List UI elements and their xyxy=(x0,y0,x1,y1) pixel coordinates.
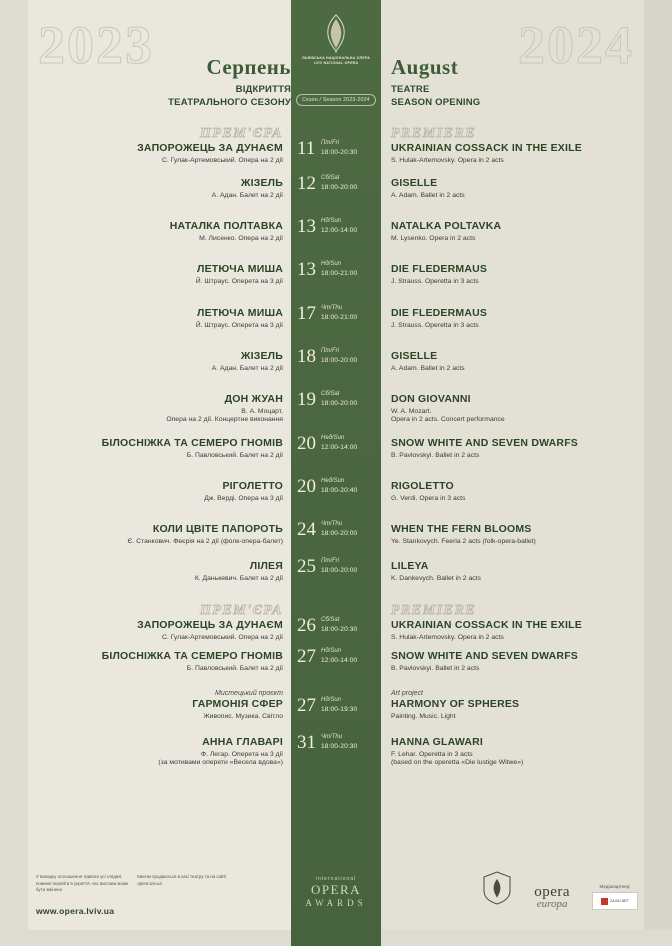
logo-line-ua: ЛЬВІВСЬКА НАЦІОНАЛЬНА ОПЕРА xyxy=(301,56,371,60)
event-title-ua: ЖІЗЕЛЬ xyxy=(240,177,283,189)
event-time: 12:00-14:00 xyxy=(321,657,358,664)
event-desc-en: M. Lysenko. Opera in 2 acts xyxy=(391,234,476,242)
event-desc-ua: К. Данькевич. Балет на 2 дії xyxy=(194,574,283,582)
premiere-badge-ua: ПРЕМ'ЄРА xyxy=(200,126,283,141)
awards-line3: AWARDS xyxy=(305,898,367,908)
event-en xyxy=(391,437,661,460)
event-title-ua: ЖІЗЕЛЬ xyxy=(240,350,283,362)
media-partner xyxy=(592,884,638,910)
event-day-number: 26 xyxy=(297,615,316,636)
center-green-column xyxy=(291,0,381,946)
event-day-number: 27 xyxy=(297,695,316,716)
opera-europa-logo xyxy=(534,884,570,910)
event-en xyxy=(391,263,661,286)
event-day-number: 12 xyxy=(297,173,316,194)
event-ua xyxy=(21,177,291,200)
event-desc-en: J. Strauss. Operetta in 3 acts xyxy=(391,277,479,285)
event-en xyxy=(391,350,661,373)
event-title-ua: ЗАПОРОЖЕЦЬ ЗА ДУНАЄМ xyxy=(137,142,283,154)
event-day-number: 27 xyxy=(297,646,316,667)
event-title-ua: НАТАЛКА ПОЛТАВКА xyxy=(169,220,283,232)
event-weekday: Сб/Sat xyxy=(321,617,340,623)
event-weekday: Пт/Fri xyxy=(321,558,340,564)
event-weekday: Нд/Sun xyxy=(321,697,341,703)
event-ua xyxy=(21,603,291,642)
event-weekday: Нед/Sun xyxy=(321,435,345,441)
event-desc-ua: С. Гулак-Артемовський. Опера на 2 дії xyxy=(161,156,283,164)
season-badge xyxy=(291,88,381,106)
event-title-ua: ЛЕТЮЧА МИША xyxy=(197,263,283,275)
event-desc-en: A. Adam. Ballet in 2 acts xyxy=(391,191,465,199)
media-partner-name: ZAXID.NET xyxy=(610,899,629,903)
event-desc-en: A. Adam. Ballet in 2 acts xyxy=(391,364,465,372)
event-day-number: 24 xyxy=(297,519,316,540)
event-title-ua: БІЛОСНІЖКА ТА СЕМЕРО ГНОМІВ xyxy=(101,650,283,662)
event-time: 18:00-20:00 xyxy=(321,357,358,364)
event-ua xyxy=(21,650,291,673)
season-opening-ua-line2: ТЕАТРАЛЬНОГО СЕЗОНУ xyxy=(168,96,291,108)
event-weekday: Чт/Thu xyxy=(321,305,343,311)
event-day-number: 19 xyxy=(297,389,316,410)
event-desc-ua: Й. Штраус. Оперета на 3 дії xyxy=(195,321,283,329)
event-en xyxy=(391,177,661,200)
theatre-crest xyxy=(482,871,512,910)
footer-notes xyxy=(36,874,246,894)
event-ua xyxy=(21,736,291,768)
event-title-en: DIE FLEDERMAUS xyxy=(391,307,488,319)
event-title-en: HANNA GLAWARI xyxy=(391,736,484,748)
event-day-number: 25 xyxy=(297,556,316,577)
event-desc-ua: А. Адан. Балет на 2 дії xyxy=(211,364,283,372)
event-title-en: DON GIOVANNI xyxy=(391,393,471,405)
event-day-number: 17 xyxy=(297,303,316,324)
event-desc-en: S. Hulak-Artemovsky. Opera in 2 acts xyxy=(391,156,504,164)
event-ua xyxy=(21,393,291,425)
event-title-en: NATALKA POLTAVKA xyxy=(391,220,502,232)
event-time: 18:00-19:30 xyxy=(321,706,358,713)
event-desc-ua: Б. Павловський. Балет на 2 дії xyxy=(186,451,283,459)
event-time: 12:00-14:00 xyxy=(321,444,358,451)
event-desc-ua: М. Лисенко. Опера на 2 дії xyxy=(199,234,283,242)
event-time: 18:00-20:00 xyxy=(321,184,358,191)
theatre-logo xyxy=(291,8,381,66)
event-desc-ua: Дж. Верді. Опера на 3 дії xyxy=(204,494,283,502)
season-opening-en xyxy=(391,84,651,110)
project-label-ua: Мистецький проєкт xyxy=(215,690,283,697)
event-en xyxy=(391,480,661,503)
event-ua xyxy=(21,560,291,583)
premiere-badge-en: PREMIERE xyxy=(391,126,477,141)
season-opening-en-line1: TEATRE xyxy=(391,84,430,95)
event-weekday: Сб/Sat xyxy=(321,175,340,181)
event-en xyxy=(391,307,661,330)
event-desc-en: J. Strauss. Operetta in 3 acts xyxy=(391,321,479,329)
event-ua xyxy=(21,263,291,286)
event-ua xyxy=(21,690,291,721)
event-desc-ua: Живопис. Музика. Світло xyxy=(203,712,283,720)
event-desc-en: S. Hulak-Artemovsky. Opera in 2 acts xyxy=(391,633,504,641)
footer-note-left: У випадку оголошення тривоги усі глядачі повинні перейти в укриття; час вистави може бути змінено xyxy=(36,874,129,893)
month-title-en: August xyxy=(391,55,459,79)
month-title-ua: Серпень xyxy=(206,55,291,79)
event-time: 18:00-20:00 xyxy=(321,400,358,407)
event-desc-en: Painting. Music. Light xyxy=(391,712,456,720)
event-weekday: Нд/Sun xyxy=(321,648,341,654)
event-time: 18:00-20:30 xyxy=(321,626,358,633)
event-day-number: 13 xyxy=(297,259,316,280)
opera-crest-icon xyxy=(315,12,357,54)
event-title-ua: БІЛОСНІЖКА ТА СЕМЕРО ГНОМІВ xyxy=(101,437,283,449)
event-desc-ua: В. А. Моцарт. Опера на 2 дії. Концертне виконання xyxy=(166,407,283,424)
event-title-ua: ЛІЛЕЯ xyxy=(249,560,283,572)
event-en xyxy=(391,393,661,425)
event-desc-en: G. Verdi. Opera in 3 acts xyxy=(391,494,466,502)
event-ua xyxy=(21,480,291,503)
opera-europa-line2: europa xyxy=(536,898,568,910)
event-weekday: Нд/Sun xyxy=(321,261,341,267)
event-time: 18:00-21:00 xyxy=(321,270,358,277)
event-desc-en: W. A. Mozart. Opera in 2 acts. Concert performance xyxy=(391,407,505,424)
event-title-ua: АННА ГЛАВАРІ xyxy=(202,736,283,748)
event-day-number: 20 xyxy=(297,476,316,497)
event-time: 18:00-20:00 xyxy=(321,530,358,537)
opera-awards-logo xyxy=(291,876,381,908)
event-time: 12:00-14:00 xyxy=(321,227,358,234)
event-day-number: 31 xyxy=(297,732,316,753)
awards-line2: OPERA xyxy=(310,882,362,897)
sponsor-row xyxy=(482,871,638,910)
event-title-ua: РІГОЛЕТТО xyxy=(222,480,283,492)
event-desc-ua: Б. Павловський. Балет на 2 дії xyxy=(186,664,283,672)
event-title-en: UKRAINIAN COSSACK IN THE EXILE xyxy=(391,142,582,154)
premiere-badge-ua: ПРЕМ'ЄРА xyxy=(200,603,283,618)
premiere-badge-en: PREMIERE xyxy=(391,603,477,618)
event-en xyxy=(391,603,661,642)
event-day-number: 18 xyxy=(297,346,316,367)
year-2023: 2023 xyxy=(38,15,154,75)
media-partner-label: Медіапартнер: xyxy=(599,884,631,889)
event-time: 18:00-20:30 xyxy=(321,743,358,750)
event-weekday: Чт/Thu xyxy=(321,521,343,527)
event-day-number: 13 xyxy=(297,216,316,237)
event-en xyxy=(391,736,661,768)
media-partner-mark-icon xyxy=(601,898,608,905)
crest-icon xyxy=(482,871,512,905)
season-opening-en-line2: SEASON OPENING xyxy=(391,96,481,108)
event-desc-ua: С. Гулак-Артемовський. Опера на 2 дії xyxy=(161,633,283,641)
year-2024: 2024 xyxy=(518,15,634,75)
event-title-en: RIGOLETTO xyxy=(391,480,454,492)
event-weekday: Нд/Sun xyxy=(321,218,341,224)
event-weekday: Пт/Fri xyxy=(321,140,340,146)
event-desc-ua: Є. Станкович. Феєрія на 2 дії (фолк-опера-балет) xyxy=(127,537,283,545)
season-opening-ua xyxy=(31,84,291,110)
event-desc-en: K. Dankevych. Ballet in 2 acts xyxy=(391,574,481,582)
event-weekday: Пт/Fri xyxy=(321,348,340,354)
event-weekday: Чт/Thu xyxy=(321,734,343,740)
event-en xyxy=(391,523,661,546)
event-desc-en: F. Lehar. Operetta in 3 acts (based on the operetta «Die lustige Witwe») xyxy=(391,750,524,767)
opera-europa-line1: opera xyxy=(534,884,570,900)
event-weekday: Сб/Sat xyxy=(321,391,340,397)
event-time: 18:00-20:30 xyxy=(321,149,358,156)
event-weekday: Нед/Sun xyxy=(321,478,345,484)
event-title-ua: ЗАПОРОЖЕЦЬ ЗА ДУНАЄМ xyxy=(137,619,283,631)
event-title-ua: ДОН ЖУАН xyxy=(224,393,283,405)
event-en xyxy=(391,560,661,583)
event-desc-ua: Ф. Легар. Оперета на 3 дії (за мотивами оперети «Весела вдова») xyxy=(158,750,283,767)
event-en xyxy=(391,126,661,165)
website-link[interactable]: www.opera.lviv.ua xyxy=(36,906,115,916)
project-label-en: Art project xyxy=(391,690,423,697)
event-ua xyxy=(21,523,291,546)
event-time: 18:00-21:00 xyxy=(321,314,358,321)
event-en xyxy=(391,650,661,673)
season-opening-ua-line1: ВІДКРИТТЯ xyxy=(235,84,291,95)
event-title-en: SNOW WHITE AND SEVEN DWARFS xyxy=(391,650,579,662)
event-desc-ua: Й. Штраус. Оперета на 3 дії xyxy=(195,277,283,285)
event-desc-en: Ye. Stankovych. Feeria 2 acts (folk-opera-ballet) xyxy=(391,537,536,545)
season-badge-label: Сезон / Season 2023-2024 xyxy=(296,94,376,106)
event-title-en: SNOW WHITE AND SEVEN DWARFS xyxy=(391,437,579,449)
event-title-en: LILEYA xyxy=(391,560,429,572)
bottom-bar xyxy=(0,930,672,946)
event-ua xyxy=(21,437,291,460)
event-title-ua: КОЛИ ЦВІТЕ ПАПОРОТЬ xyxy=(152,523,283,535)
event-desc-en: B. Pavlovskyi. Ballet in 2 acts xyxy=(391,451,480,459)
event-title-ua: ГАРМОНІЯ СФЕР xyxy=(192,698,283,710)
event-title-en: GISELLE xyxy=(391,177,438,189)
event-ua xyxy=(21,307,291,330)
event-title-en: GISELLE xyxy=(391,350,438,362)
event-title-en: WHEN THE FERN BLOOMS xyxy=(391,523,532,535)
awards-line1: international xyxy=(315,876,357,882)
event-title-ua: ЛЕТЮЧА МИША xyxy=(197,307,283,319)
event-time: 18:00-20:00 xyxy=(321,567,358,574)
event-en xyxy=(391,690,661,721)
event-ua xyxy=(21,126,291,165)
event-title-en: DIE FLEDERMAUS xyxy=(391,263,488,275)
event-title-en: UKRAINIAN COSSACK IN THE EXILE xyxy=(391,619,582,631)
event-time: 18:00-20:40 xyxy=(321,487,358,494)
event-ua xyxy=(21,220,291,243)
event-en xyxy=(391,220,661,243)
event-day-number: 20 xyxy=(297,433,316,454)
logo-line-en: LVIV NATIONAL OPERA xyxy=(313,60,359,65)
event-desc-ua: А. Адан. Балет на 2 дії xyxy=(211,191,283,199)
event-desc-en: B. Pavlovskyi. Ballet in 2 acts xyxy=(391,664,480,672)
event-ua xyxy=(21,350,291,373)
media-partner-logo xyxy=(592,892,638,910)
event-title-en: HARMONY OF SPHERES xyxy=(391,698,520,710)
footer-note-right: Квитки продаються в касі театру та на сайті opera.lviv.ua xyxy=(137,874,227,886)
event-day-number: 11 xyxy=(297,138,316,159)
